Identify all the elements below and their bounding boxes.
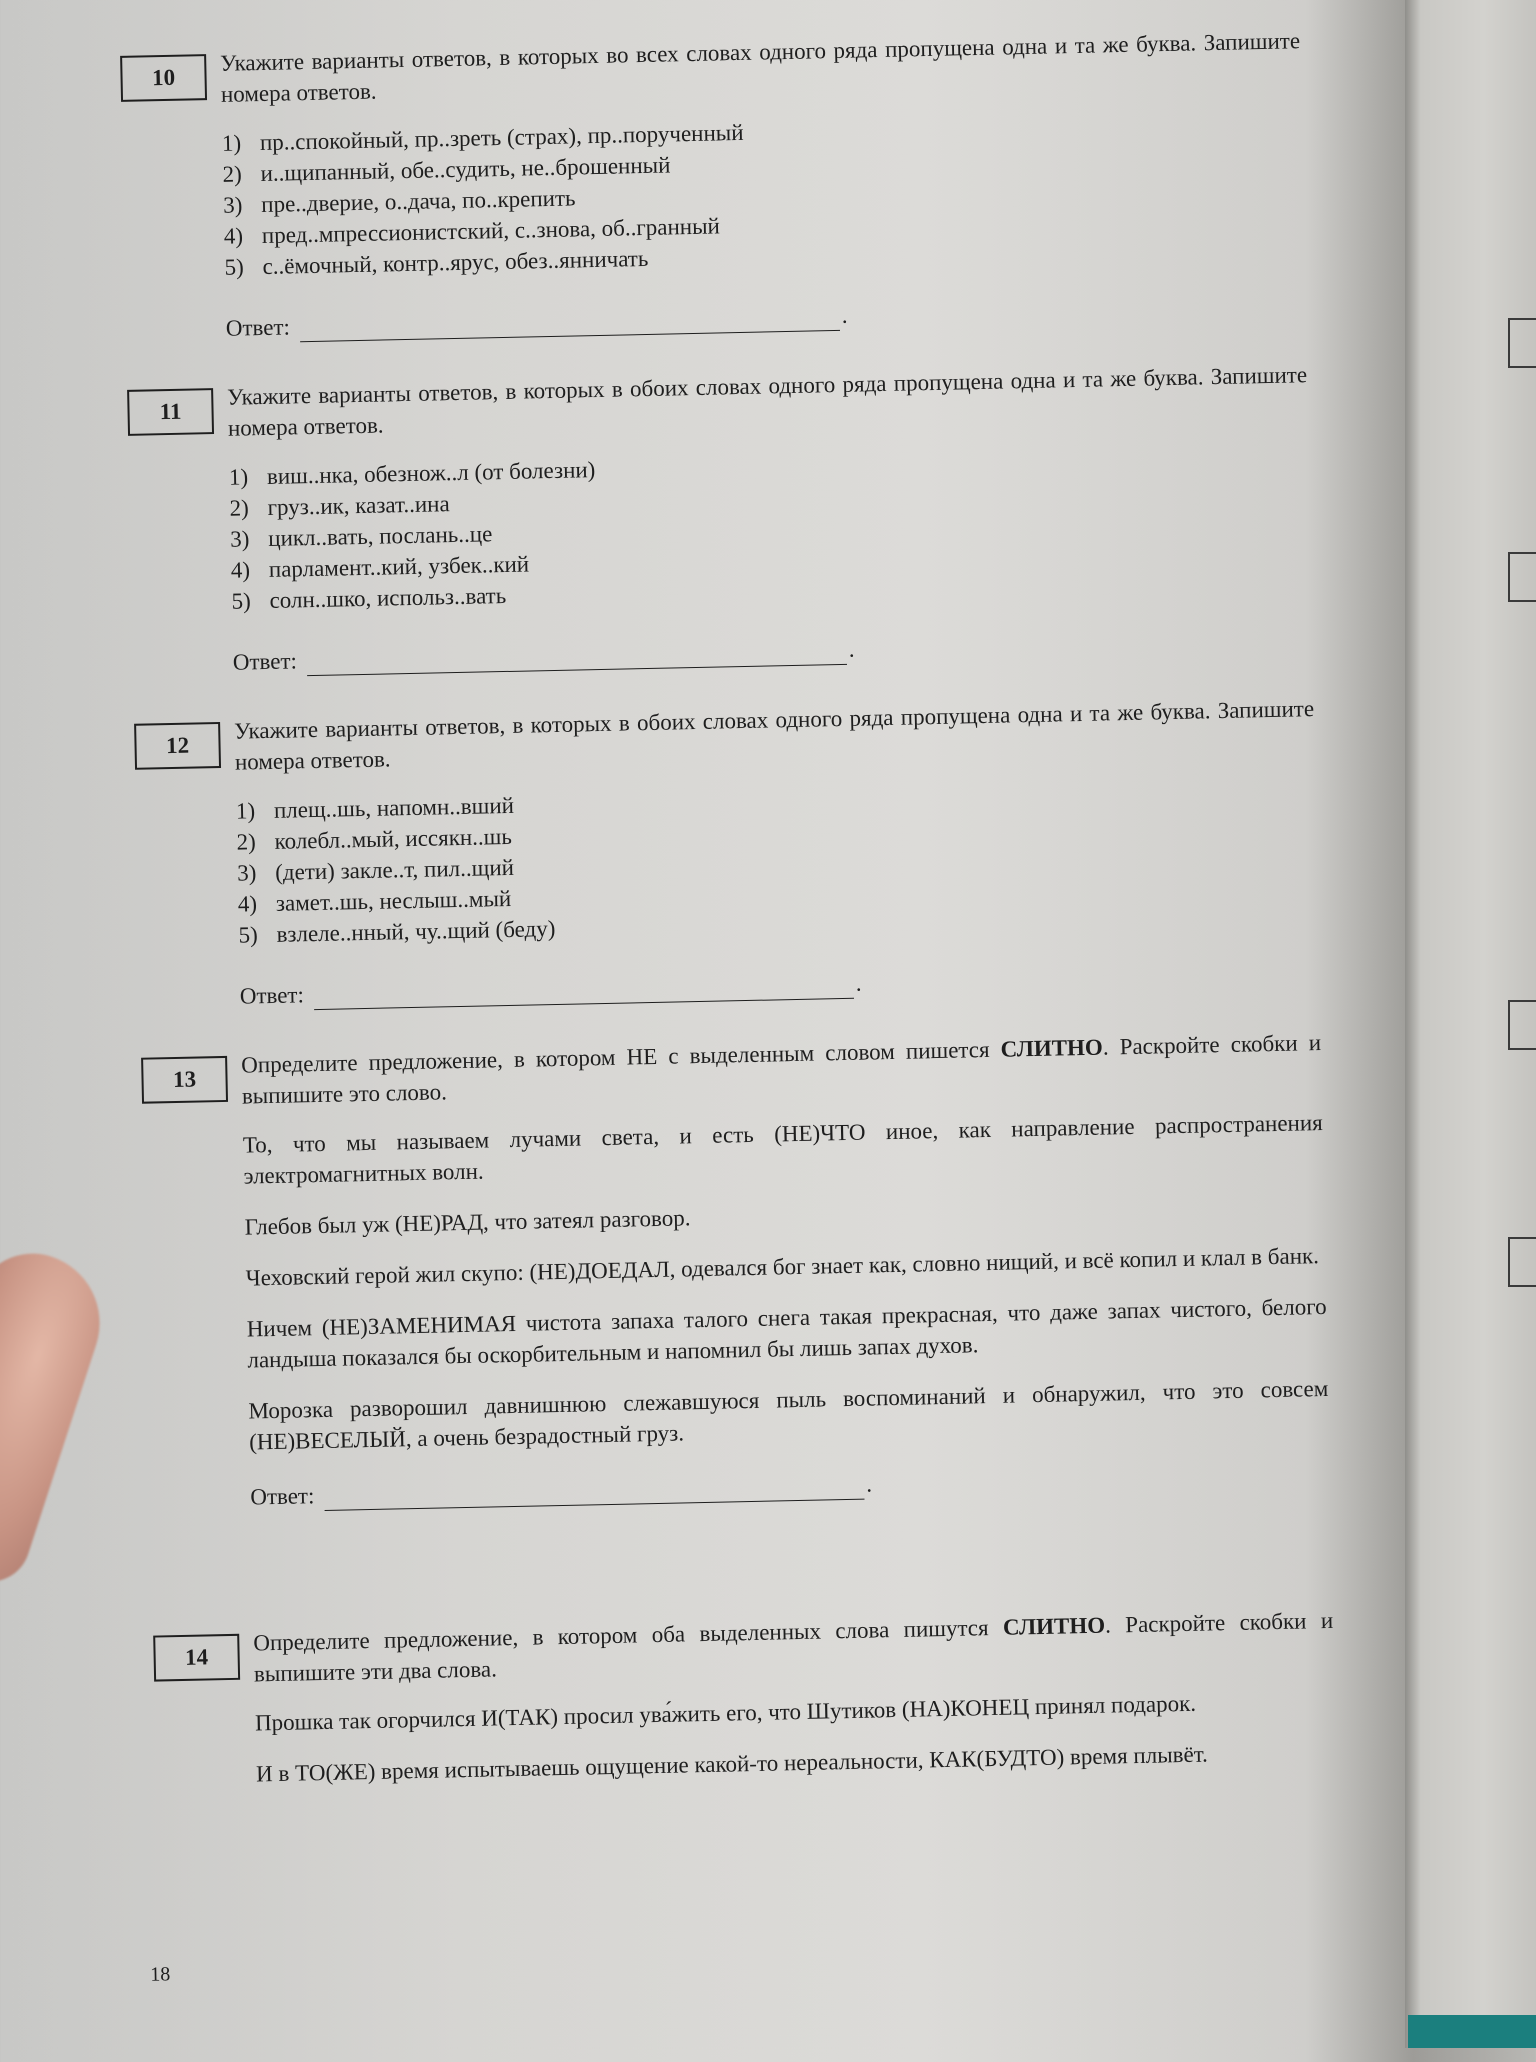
answer-row <box>232 624 1312 678</box>
answer-label: Ответ: <box>250 1483 315 1510</box>
answer-label: Ответ: <box>225 314 291 341</box>
option-number: 4) <box>223 223 244 249</box>
task-13 <box>141 1027 1329 1510</box>
sentence: Прошка так огорчился И(ТАК) просил ува́жить его, что Шутиков (НА)КОНЕЦ принял подарок. <box>254 1690 1197 1736</box>
sentence: Ничем (НЕ)ЗАМЕНИМАЯ чистота запаха талого снега такая прекрасная, что даже запах чистого, белого ландыша показался бы оскорбительным и напомнил бы лишь запах духов. <box>246 1293 1327 1373</box>
task-12 <box>134 693 1315 1009</box>
answer-label: Ответ: <box>239 982 305 1009</box>
book-cover-corner <box>1408 2015 1536 2048</box>
task-question: Укажите варианты ответов, в которых во всех словах одного ряда пропущена одна и та же буква. Запишите номера ответов. <box>220 28 1301 107</box>
task-number-box: 11 <box>127 388 214 436</box>
task-number-box: 14 <box>153 1634 240 1682</box>
option-text: (дети) закле..т, пил..щий <box>274 854 515 885</box>
option-number: 4) <box>237 891 258 917</box>
task-10 <box>120 25 1301 341</box>
option-text: взлеле..нный, чу..щий (беду) <box>276 916 556 947</box>
option-text: солн..шко, использ..вать <box>269 582 507 613</box>
task-content <box>241 1027 1330 1513</box>
task-question: Укажите варианты ответов, в которых в обоих словах одного ряда пропущена одна и та же буква. Запишите номера ответов. <box>234 696 1315 775</box>
question-emphasis: СЛИТНО <box>1000 1034 1104 1062</box>
next-page-box <box>1508 318 1536 368</box>
option-number: 5) <box>238 922 258 948</box>
task-content <box>234 693 1320 1012</box>
option-text: виш..нка, обезнож..л (от болезни) <box>266 457 596 489</box>
option-text: цикл..вать, послань..це <box>267 521 493 551</box>
option-text: пред..мпрессионистский, с..знова, об..гранный <box>261 213 721 249</box>
next-page-box <box>1508 1237 1536 1287</box>
option-number: 2) <box>222 161 243 187</box>
question-text: . Раскройте скобки и выпишите это слово. <box>241 1030 1322 1109</box>
task-content <box>227 359 1313 678</box>
option-number: 5) <box>224 254 244 280</box>
sentence: Глебов был уж (НЕ)РАД, что затеял разговор. <box>244 1205 691 1240</box>
question-text: Определите предложение, в котором НЕ с выделенным словом пишется <box>241 1036 1001 1078</box>
option-number: 1) <box>221 130 242 156</box>
option-text: пре..дверие, о..дача, по..крепить <box>260 185 576 218</box>
task-number-box: 13 <box>141 1056 228 1104</box>
option-text: плещ..шь, напомн..вший <box>273 792 515 823</box>
answer-dot: . <box>855 970 862 996</box>
task-number-box: 10 <box>120 54 207 102</box>
option-list <box>236 773 1319 951</box>
option-text: груз..ик, казат..ина <box>267 491 450 520</box>
answer-dot: . <box>841 302 848 328</box>
sentence: Чеховский герой жил скупо: (НЕ)ДОЕДАЛ, одевался бог знает как, словно нищий, и всё копил и клал в банк. <box>245 1243 1320 1291</box>
option-number: 3) <box>222 192 243 218</box>
question-text: Определите предложение, в котором оба выделенных слова пишутся <box>253 1614 1004 1656</box>
answer-row <box>250 1459 1330 1513</box>
option-number: 1) <box>228 464 249 490</box>
option-text: с..ёмочный, контр..ярус, обез..янничать <box>262 245 649 279</box>
option-list <box>229 439 1312 617</box>
task-content <box>220 25 1306 344</box>
answer-line[interactable] <box>324 1473 864 1511</box>
option-number: 1) <box>235 798 256 824</box>
option-number: 2) <box>229 495 250 521</box>
answer-row <box>226 290 1306 344</box>
task-14 <box>153 1605 1334 1787</box>
answer-label: Ответ: <box>232 648 298 675</box>
next-page-box <box>1508 1000 1536 1050</box>
option-text: парламент..кий, узбек..кий <box>268 551 530 582</box>
task-question <box>253 1605 1334 1690</box>
sentence: То, что мы называем лучами света, и есть (НЕ)ЧТО иное, как направление распространения электромагнитных волн. <box>242 1109 1323 1189</box>
answer-line[interactable] <box>314 972 854 1010</box>
answer-line[interactable] <box>300 304 840 342</box>
task-number-box: 12 <box>134 722 221 770</box>
question-emphasis: СЛИТНО <box>1002 1612 1106 1640</box>
task-content <box>253 1605 1337 1810</box>
answer-line[interactable] <box>307 638 847 676</box>
option-text: колебл..мый, иссякн..шь <box>274 823 513 854</box>
option-text: замет..шь, неслыш..мый <box>275 885 512 916</box>
option-text: пр..спокойный, пр..зреть (страх), пр..порученный <box>259 119 744 156</box>
sentence: И в ТО(ЖЕ) время испытываешь ощущение какой-то нереальности, КАК(БУДТО) время плывёт. <box>255 1741 1209 1787</box>
task-question: Укажите варианты ответов, в которых в обоих словах одного ряда пропущена одна и та же буква. Запишите номера ответов. <box>227 362 1308 441</box>
answer-dot: . <box>848 636 855 662</box>
option-list <box>222 105 1305 283</box>
next-page-box <box>1508 552 1536 602</box>
sentence: Морозка разворошил давнишнюю слежавшуюся пыль воспоминаний и обнаружил, что это совсем (НЕ)ВЕСЕЛЫЙ, а очень безрадостный груз. <box>248 1375 1329 1455</box>
question-text: . Раскройте скобки и выпишите эти два слова. <box>253 1607 1334 1687</box>
option-number: 3) <box>229 526 250 552</box>
page-number: 18 <box>150 1963 171 1986</box>
task-question <box>241 1027 1322 1112</box>
option-number: 3) <box>236 860 257 886</box>
answer-row <box>239 958 1319 1012</box>
option-number: 5) <box>231 588 251 614</box>
option-number: 2) <box>236 829 257 855</box>
option-text: и..щипанный, обе..судить, не..брошенный <box>260 152 671 187</box>
option-number: 4) <box>230 557 251 583</box>
answer-dot: . <box>865 1471 873 1497</box>
task-11 <box>127 359 1308 675</box>
